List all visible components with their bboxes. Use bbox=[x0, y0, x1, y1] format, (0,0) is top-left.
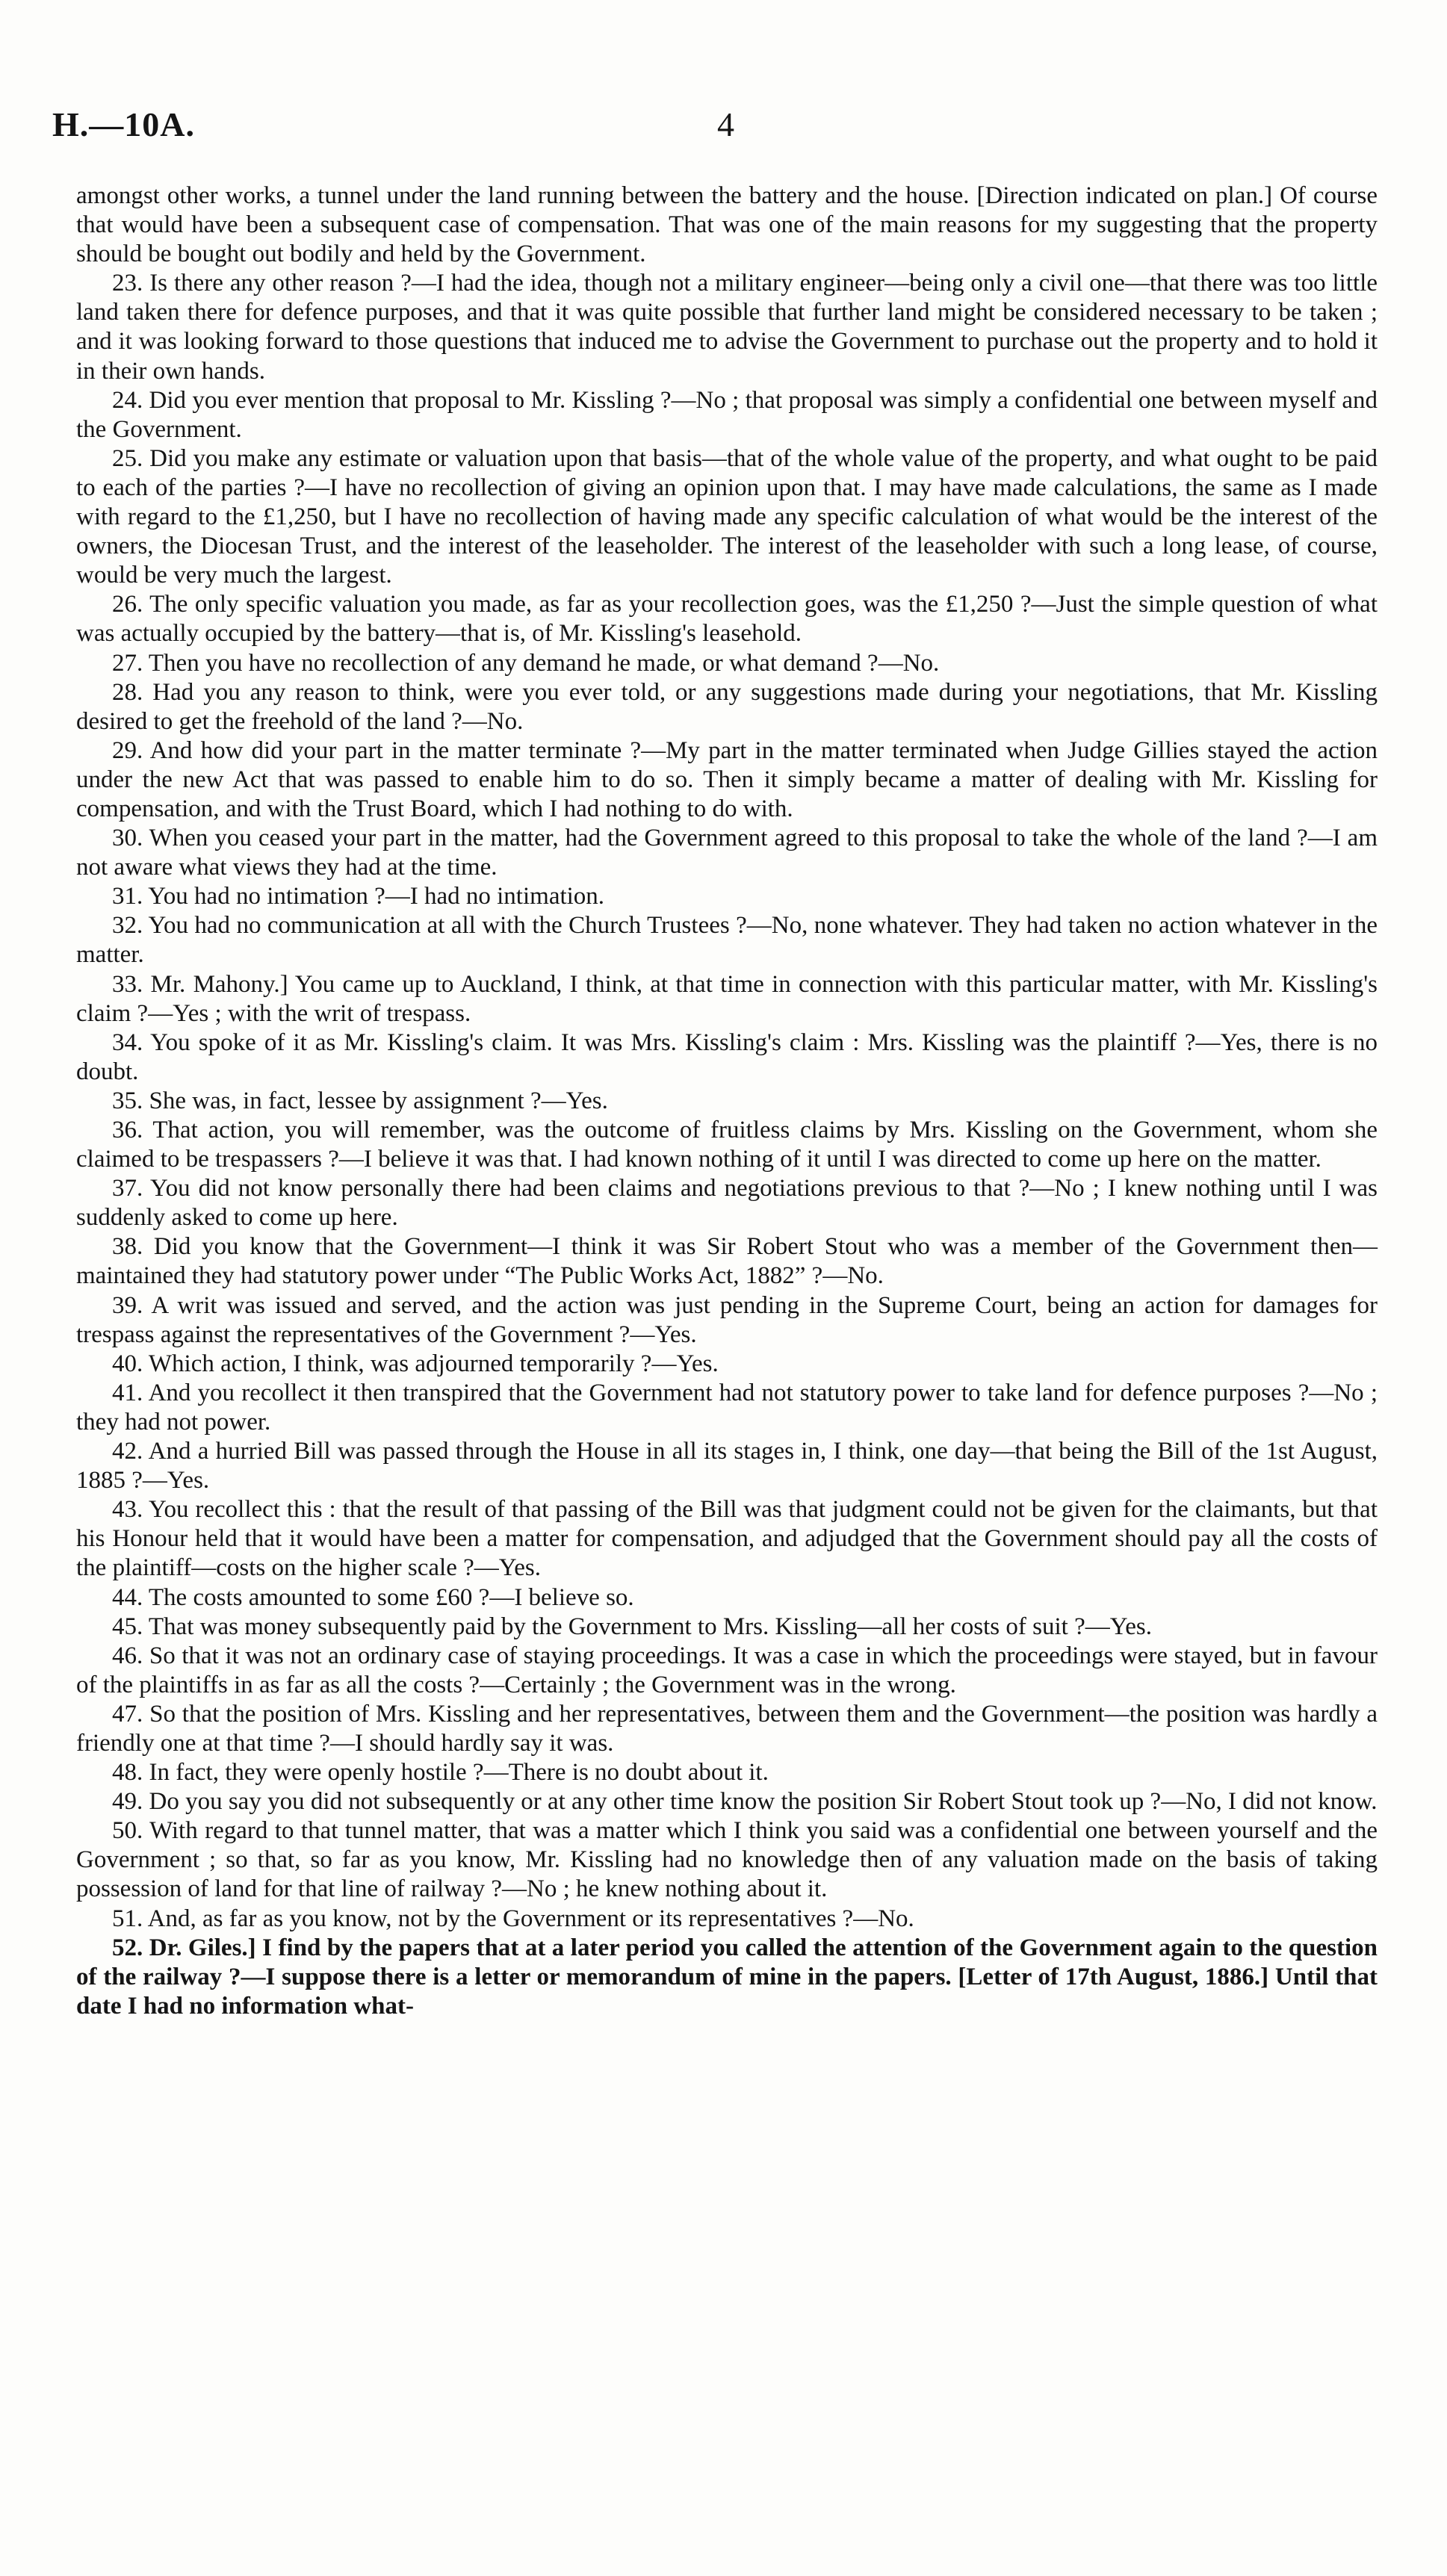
paragraph: 34. You spoke of it as Mr. Kissling's claim. It was Mrs. Kissling's claim : Mrs. Kissling was the plaintiff ?—Yes, there is no doubt. bbox=[76, 1028, 1378, 1085]
paragraph: 37. You did not know personally there had been claims and negotiations previous to that ?—No ; I knew nothing until I was suddenly asked to come up here. bbox=[76, 1175, 1378, 1232]
paragraph: 41. And you recollect it then transpired that the Government had not statutory power to take land for defence purposes ?—No ; they had not power. bbox=[76, 1379, 1378, 1436]
paragraph: 33. Mr. Mahony.] You came up to Auckland, I think, at that time in connection with this particular matter, with Mr. Kissling's claim ?—Yes ; with the writ of trespass. bbox=[76, 970, 1378, 1027]
paragraph: 48. In fact, they were openly hostile ?—There is no doubt about it. bbox=[112, 1759, 769, 1787]
paragraph: amongst other works, a tunnel under the land running between the battery and the house. [Direction indicated on plan.] Of course that would have been a subsequent case of compensation. That was one of the main reasons for my suggesting that the property should be bought out bodily and held by the Government. bbox=[76, 182, 1378, 268]
paragraph: 31. You had no intimation ?—I had no intimation. bbox=[112, 883, 605, 910]
paragraph: 30. When you ceased your part in the matter, had the Government agreed to this proposal to take the whole of the land ?—I am not aware what views they had at the time. bbox=[76, 825, 1378, 881]
paragraph: 25. Did you make any estimate or valuation upon that basis—that of the whole value of the property, and what ought to be paid to each of the parties ?—I have no recollection of giving an opinion upon that. I may have made calculations, the same as I made with regard to the £1,250, but I have no recollection of having made any specific calculation of what would be the interest of the owners, the Diocesan Trust, and the interest of the leaseholder. The interest of the leaseholder with such a long lease, of course, would be very much the largest. bbox=[76, 444, 1378, 589]
paragraph: 51. And, as far as you know, not by the Government or its representatives ?—No. bbox=[112, 1905, 914, 1932]
page-header bbox=[52, 105, 1395, 149]
paragraph: 46. So that it was not an ordinary case of staying proceedings. It was a case in which the proceedings were stayed, but in favour of the plaintiffs in as far as all the costs ?—Certainly ; the Government was in the wrong. bbox=[76, 1642, 1378, 1698]
paragraph: 38. Did you know that the Government—I think it was Sir Robert Stout who was a member of the Government then—maintained they had statutory power under “The Public Works Act, 1882” ?—No. bbox=[76, 1233, 1378, 1290]
paragraph: 52. Dr. Giles.] I find by the papers that at a later period you called the attention of the Government again to the question of the railway ?—I suppose there is a letter or memorandum of mine in the papers. [Letter of 17th August, 1886.] Until that date I had no information what- bbox=[76, 1934, 1378, 2020]
paragraph: 26. The only specific valuation you made, as far as your recollection goes, was the £1,250 ?—Just the simple question of what was actually occupied by the battery—that is, of Mr. Kissling's leasehold. bbox=[76, 591, 1378, 648]
paragraph: 35. She was, in fact, lessee by assignment ?—Yes. bbox=[112, 1087, 608, 1114]
paragraph: 29. And how did your part in the matter terminate ?—My part in the matter terminated when Judge Gillies stayed the action under the new Act that was passed to enable him to do so. Then it simply became a matter of dealing with Mr. Kissling for compensation, and with the Trust Board, which I had nothing to do with. bbox=[76, 736, 1378, 822]
paragraph: 44. The costs amounted to some £60 ?—I believe so. bbox=[112, 1583, 634, 1611]
body-text bbox=[76, 181, 1378, 2021]
paragraph: 45. That was money subsequently paid by the Government to Mrs. Kissling—all her costs of suit ?—Yes. bbox=[112, 1613, 1152, 1640]
paragraph: 49. Do you say you did not subsequently or at any other time know the position Sir Robert Stout took up ?—No, I did not know. bbox=[112, 1788, 1378, 1816]
paragraph: 50. With regard to that tunnel matter, that was a matter which I think you said was a confidential one between yourself and the Government ; so that, so far as you know, Mr. Kissling had no knowledge then of any valuation made on the basis of taking possession of land for that line of railway ?—No ; he knew nothing about it. bbox=[76, 1817, 1378, 1903]
paragraph: 47. So that the position of Mrs. Kissling and her representatives, between them and the Government—the position was hardly a friendly one at that time ?—I should hardly say it was. bbox=[76, 1700, 1378, 1757]
page-number: 4 bbox=[717, 105, 734, 143]
paragraph: 43. You recollect this : that the result of that passing of the Bill was that judgment could not be given for the claimants, but that his Honour held that it would have been a matter for compensation, and adjudged that the Government should pay all the costs of the plaintiff—costs on the higher scale ?—Yes. bbox=[76, 1496, 1378, 1582]
paragraph: 27. Then you have no recollection of any demand he made, or what demand ?—No. bbox=[112, 649, 940, 677]
paragraph: 28. Had you any reason to think, were you ever told, or any suggestions made during your negotiations, that Mr. Kissling desired to get the freehold of the land ?—No. bbox=[76, 678, 1378, 735]
paragraph: 32. You had no communication at all with the Church Trustees ?—No, none whatever. They had taken no action whatever in the matter. bbox=[76, 912, 1378, 969]
paragraph: 39. A writ was issued and served, and the action was just pending in the Supreme Court, being an action for damages for trespass against the representatives of the Government ?—Yes. bbox=[76, 1291, 1378, 1348]
paragraph: 42. And a hurried Bill was passed through the House in all its stages in, I think, one day—that being the Bill of the 1st August, 1885 ?—Yes. bbox=[76, 1438, 1378, 1495]
paragraph: 24. Did you ever mention that proposal to Mr. Kissling ?—No ; that proposal was simply a confidential one between myself and the Government. bbox=[76, 386, 1378, 443]
paragraph: 40. Which action, I think, was adjourned temporarily ?—Yes. bbox=[112, 1350, 719, 1377]
paragraph: 36. That action, you will remember, was the outcome of fruitless claims by Mrs. Kissling on the Government, whom she claimed to be trespassers ?—I believe it was that. I had known nothing of it until I was directed to come up here on the matter. bbox=[76, 1117, 1378, 1173]
document-reference: H.—10A. bbox=[52, 105, 195, 143]
paragraph: 23. Is there any other reason ?—I had the idea, though not a military engineer—being only a civil one—that there was too little land taken there for defence purposes, and that it was quite possible that further land might be considered necessary to be taken ; and it was looking forward to those questions that induced me to advise the Government to purchase out the property and to hold it in their own hands. bbox=[76, 270, 1378, 385]
